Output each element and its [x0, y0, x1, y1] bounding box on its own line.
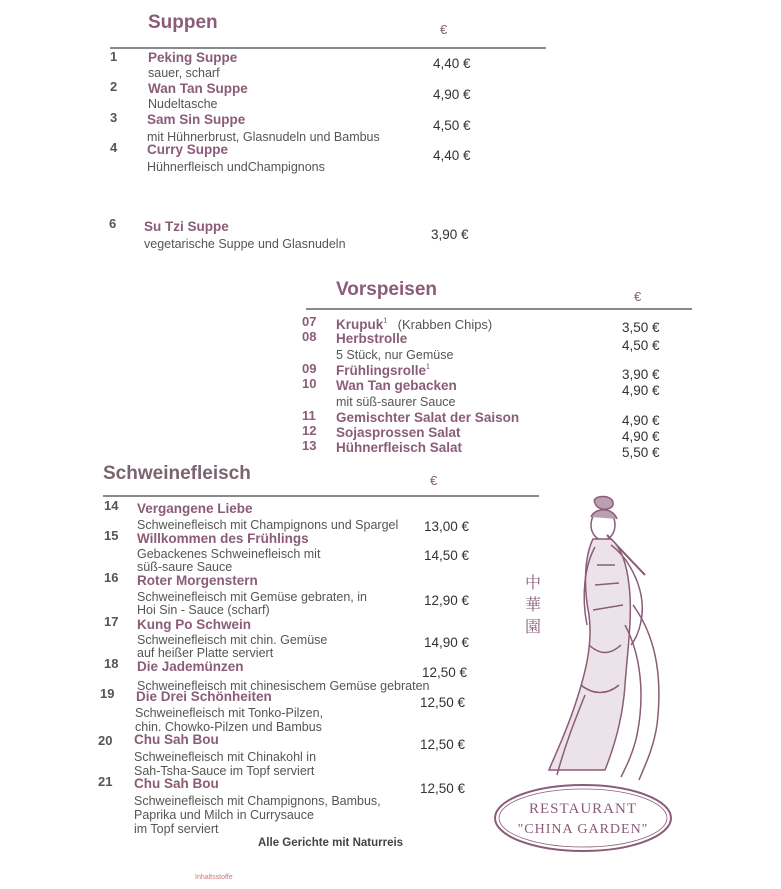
item-price: 13,00 € — [424, 519, 470, 534]
item-number: 08 — [302, 329, 317, 344]
item-description: Paprika und Milch in Currysauce — [134, 808, 314, 822]
vorspeisen-currency: € — [634, 289, 642, 304]
logo-line-restaurant: RESTAURANT — [529, 801, 637, 817]
item-price: 4,40 € — [433, 148, 471, 163]
item-price: 4,90 € — [433, 87, 471, 102]
item-price: 4,50 € — [433, 118, 471, 133]
item-number: 12 — [302, 423, 317, 438]
item-number: 18 — [104, 656, 119, 671]
item-name: Willkommen des Frühlings — [137, 531, 309, 546]
item-name: Kung Po Schwein — [137, 617, 252, 632]
item-price: 12,50 € — [420, 737, 466, 752]
item-name: Wan Tan gebacken — [336, 378, 457, 393]
item-name: Frühlingsrolle — [336, 363, 427, 378]
item-price: 3,50 € — [622, 320, 660, 335]
item-number: 3 — [110, 110, 118, 125]
item-price: 4,90 € — [622, 383, 660, 398]
item-name: Su Tzi Suppe — [144, 219, 229, 234]
item-name: Chu Sah Bou — [134, 732, 219, 747]
item-number: 10 — [302, 376, 317, 391]
item-description: Hoi Sin - Sauce (scharf) — [137, 603, 270, 617]
item-number: 19 — [100, 686, 115, 701]
item-number: 15 — [104, 528, 119, 543]
item-name: Gemischter Salat der Saison — [336, 410, 520, 425]
item-price: 3,90 € — [431, 227, 469, 242]
item-number: 16 — [104, 570, 119, 585]
item-description: auf heißer Platte serviert — [137, 646, 274, 660]
chinese-char: 華 — [524, 595, 541, 614]
item-name: Wan Tan Suppe — [148, 81, 248, 96]
item-number: 17 — [104, 614, 119, 629]
item-description: Nudeltasche — [148, 97, 218, 111]
vorspeisen-heading: Vorspeisen — [336, 279, 438, 300]
item-name: Sojasprossen Salat — [336, 425, 461, 440]
item-description: vegetarische Suppe und Glasnudeln — [144, 237, 346, 251]
schweinefleisch-currency: € — [430, 473, 438, 488]
item-name: Roter Morgenstern — [137, 573, 258, 588]
item-number: 2 — [110, 79, 118, 94]
item-number: 13 — [302, 438, 317, 453]
item-description: Schweinefleisch mit Chinakohl in — [134, 750, 317, 764]
item-price: 4,40 € — [433, 56, 471, 71]
lady-illustration — [545, 495, 680, 785]
item-number: 11 — [302, 408, 316, 423]
logo-line-china-garden: "CHINA GARDEN" — [517, 822, 649, 837]
item-number: 21 — [98, 774, 113, 789]
item-name: Chu Sah Bou — [134, 776, 219, 791]
suppen-currency: € — [440, 22, 448, 37]
item-price: 3,90 € — [622, 367, 660, 382]
item-description: Schweinefleisch mit Champignons, Bambus, — [134, 794, 381, 808]
item-name: Hühnerfleisch Salat — [336, 440, 463, 455]
item-description: sauer, scharf — [148, 66, 220, 80]
item-description: chin. Chowko-Pilzen und Bambus — [135, 720, 322, 734]
item-price: 14,50 € — [424, 548, 470, 563]
item-number: 07 — [302, 314, 317, 329]
item-name: Herbstrolle — [336, 331, 408, 346]
item-description: im Topf serviert — [134, 822, 219, 836]
item-description: Schweinefleisch mit Champignons und Spargel — [137, 518, 399, 532]
schweinefleisch-heading: Schweinefleisch — [103, 463, 251, 484]
item-name: Die Jademünzen — [137, 659, 244, 674]
item-description: Gebackenes Schweinefleisch mit — [137, 547, 321, 561]
item-name: Vergangene Liebe — [137, 501, 253, 516]
item-price: 12,90 € — [424, 593, 470, 608]
item-name: Peking Suppe — [148, 50, 238, 65]
item-price: 12,50 € — [420, 781, 466, 796]
item-description: Sah-Tsha-Sauce im Topf serviert — [134, 764, 315, 778]
vorspeisen-rule — [306, 308, 692, 310]
item-number: 6 — [109, 216, 117, 231]
ingredients-footnote: Inhaltsstoffe — [195, 874, 233, 881]
item-number: 4 — [110, 140, 118, 155]
item-description: Schweinefleisch mit chinesischem Gemüse gebraten — [137, 679, 430, 693]
suppen-heading: Suppen — [148, 12, 218, 33]
chinese-char: 園 — [524, 617, 541, 636]
item-price: 14,90 € — [424, 635, 470, 650]
restaurant-logo — [492, 782, 674, 854]
allergen-mark: 1 — [383, 317, 388, 325]
item-name: Krupuk — [336, 317, 384, 332]
item-description: 5 Stück, nur Gemüse — [336, 348, 454, 362]
item-description: mit süß-saurer Sauce — [336, 395, 456, 409]
chinese-char: 中 — [524, 573, 541, 592]
item-number: 20 — [98, 733, 113, 748]
chinese-characters — [523, 572, 543, 638]
item-number: 1 — [110, 49, 118, 64]
rice-note: Alle Gerichte mit Naturreis — [258, 837, 404, 849]
allergen-mark: 1 — [426, 363, 430, 371]
item-description: süß-saure Sauce — [137, 560, 233, 574]
schweinefleisch-rule — [103, 495, 539, 497]
item-price: 12,50 € — [420, 695, 466, 710]
item-extra: (Krabben Chips) — [397, 317, 493, 332]
item-name: Sam Sin Suppe — [147, 112, 246, 127]
item-price: 4,90 € — [622, 429, 660, 444]
item-number: 14 — [104, 498, 119, 513]
item-price: 12,50 € — [422, 665, 468, 680]
item-price: 4,90 € — [622, 413, 660, 428]
item-description: Schweinefleisch mit Tonko-Pilzen, — [135, 706, 324, 720]
item-description: Schweinefleisch mit chin. Gemüse — [137, 633, 328, 647]
item-description: Schweinefleisch mit Gemüse gebraten, in — [137, 590, 367, 604]
item-description: Hühnerfleisch undChampignons — [147, 160, 325, 174]
suppen-rule — [110, 47, 546, 49]
item-price: 5,50 € — [622, 445, 660, 460]
item-name: Curry Suppe — [147, 142, 229, 157]
item-description: mit Hühnerbrust, Glasnudeln und Bambus — [147, 130, 380, 144]
item-number: 09 — [302, 361, 317, 376]
item-name: Die Drei Schönheiten — [136, 689, 272, 704]
item-price: 4,50 € — [622, 338, 660, 353]
